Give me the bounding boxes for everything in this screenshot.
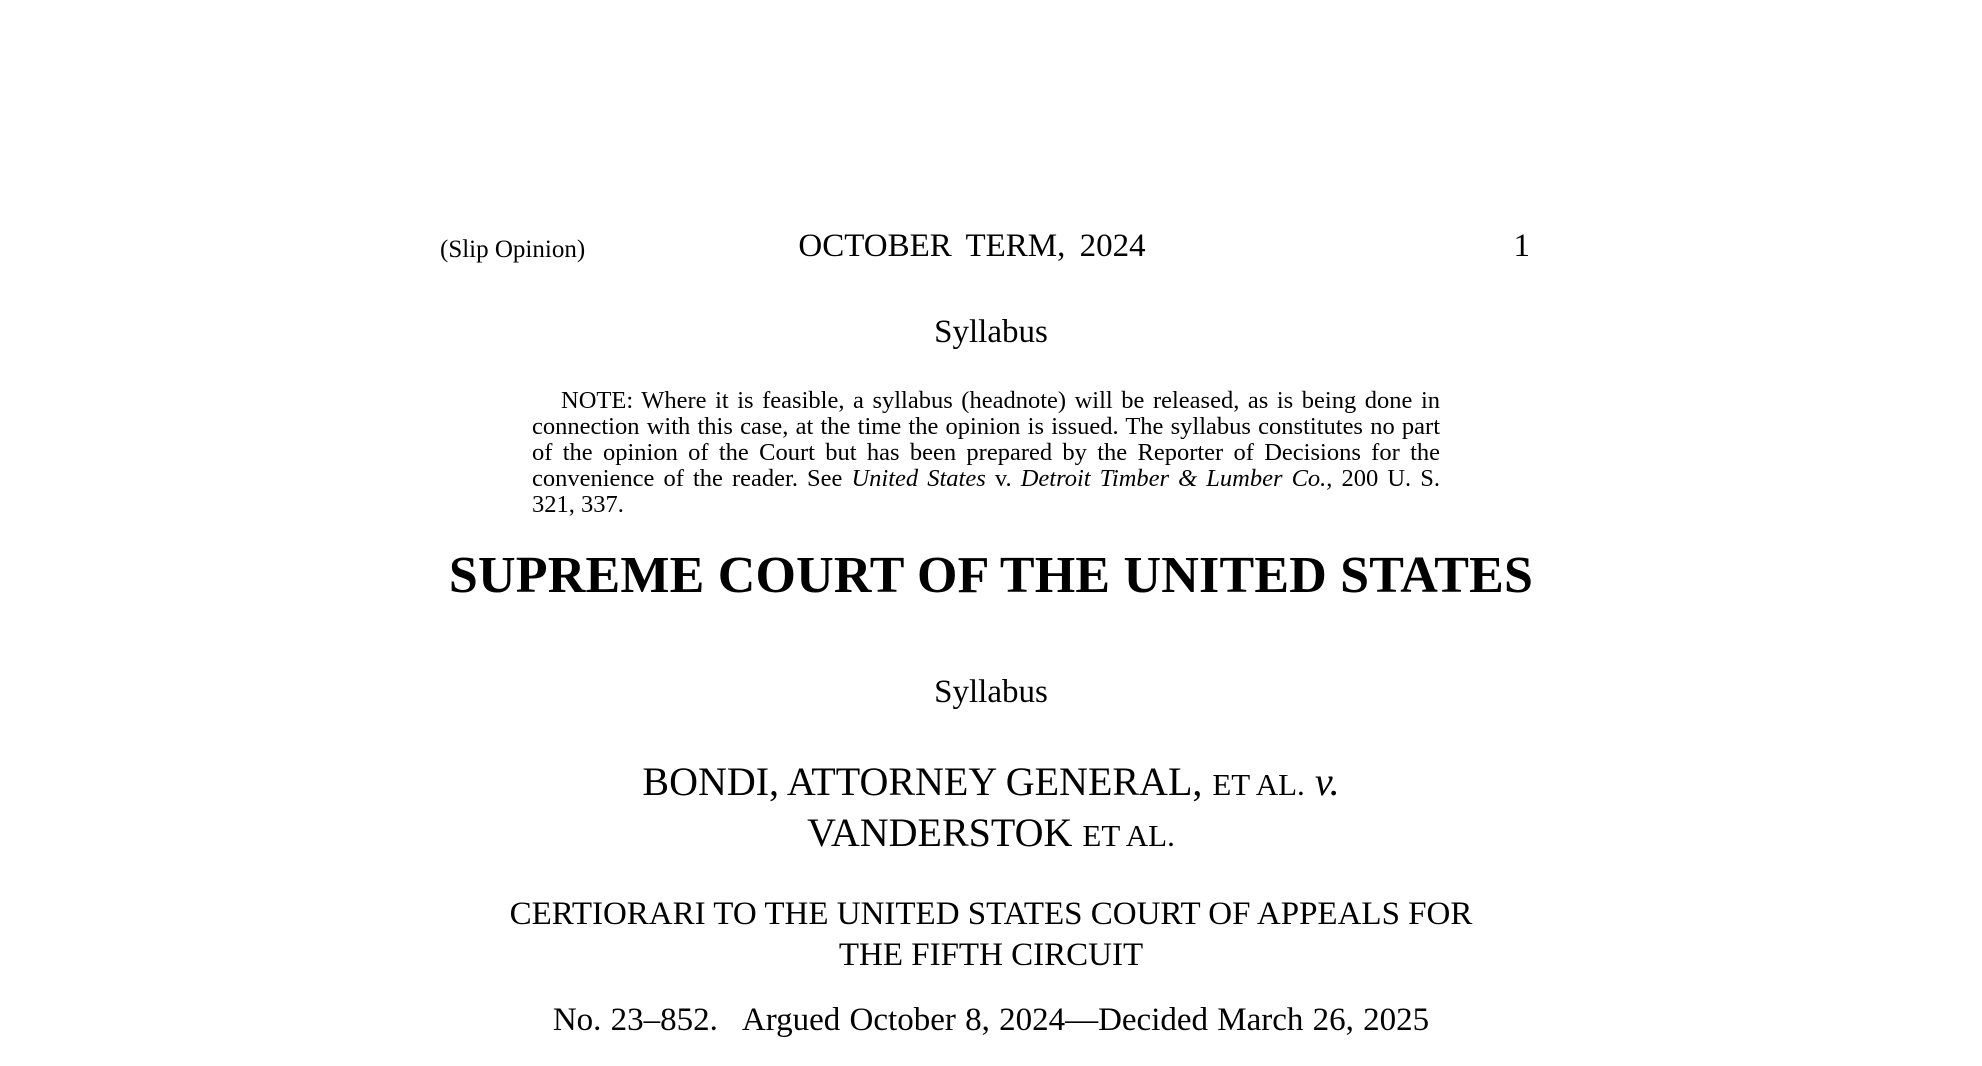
respondent-name: VANDERSTOK	[807, 810, 1073, 855]
petitioner-name: BONDI, ATTORNEY GENERAL,	[642, 759, 1203, 804]
reporter-note	[532, 388, 1440, 518]
certiorari-line-2: THE FIFTH CIRCUIT	[838, 937, 1144, 973]
note-text: NOTE: Where it is feasible, a syllabus (headnote) will be released, as is being done in connection with this case, at the time the opinion is issued. The syllabus constitutes no part of the opinion of the Court but has been prepared by the Reporter of Decisions for the convenience of the reader. See	[532, 387, 1440, 492]
versus-label: v.	[1314, 759, 1340, 804]
respondent-et-al: ET AL.	[1082, 818, 1175, 853]
parties-line-1	[0, 758, 1982, 809]
parties-line-2	[0, 809, 1982, 860]
running-header	[440, 228, 1530, 272]
note-case-party-2: Detroit Timber & Lumber Co.,	[1020, 465, 1333, 492]
certiorari-heading	[0, 894, 1982, 976]
page-number: 1	[1513, 228, 1530, 264]
court-title: SUPREME COURT OF THE UNITED STATES	[448, 547, 1534, 604]
petitioner-et-al: ET AL.	[1212, 767, 1305, 802]
term-heading: OCTOBER TERM, 2024	[798, 228, 1146, 264]
slip-opinion-label: (Slip Opinion)	[440, 236, 586, 263]
note-case-party-1: United States	[851, 465, 986, 492]
docket-line	[0, 1002, 1982, 1039]
certiorari-line-1: CERTIORARI TO THE UNITED STATES COURT OF APPEALS FOR	[509, 896, 1473, 932]
syllabus-heading: Syllabus	[934, 314, 1048, 350]
note-citation: 200 U. S. 321, 337.	[532, 465, 1440, 518]
case-parties	[0, 758, 1982, 860]
argued-decided-dates: Argued October 8, 2024—Decided March 26, 2025	[741, 1002, 1430, 1038]
note-versus: v.	[985, 465, 1021, 492]
docket-number: No. 23–852.	[552, 1002, 718, 1038]
syllabus-heading-second: Syllabus	[934, 674, 1048, 710]
